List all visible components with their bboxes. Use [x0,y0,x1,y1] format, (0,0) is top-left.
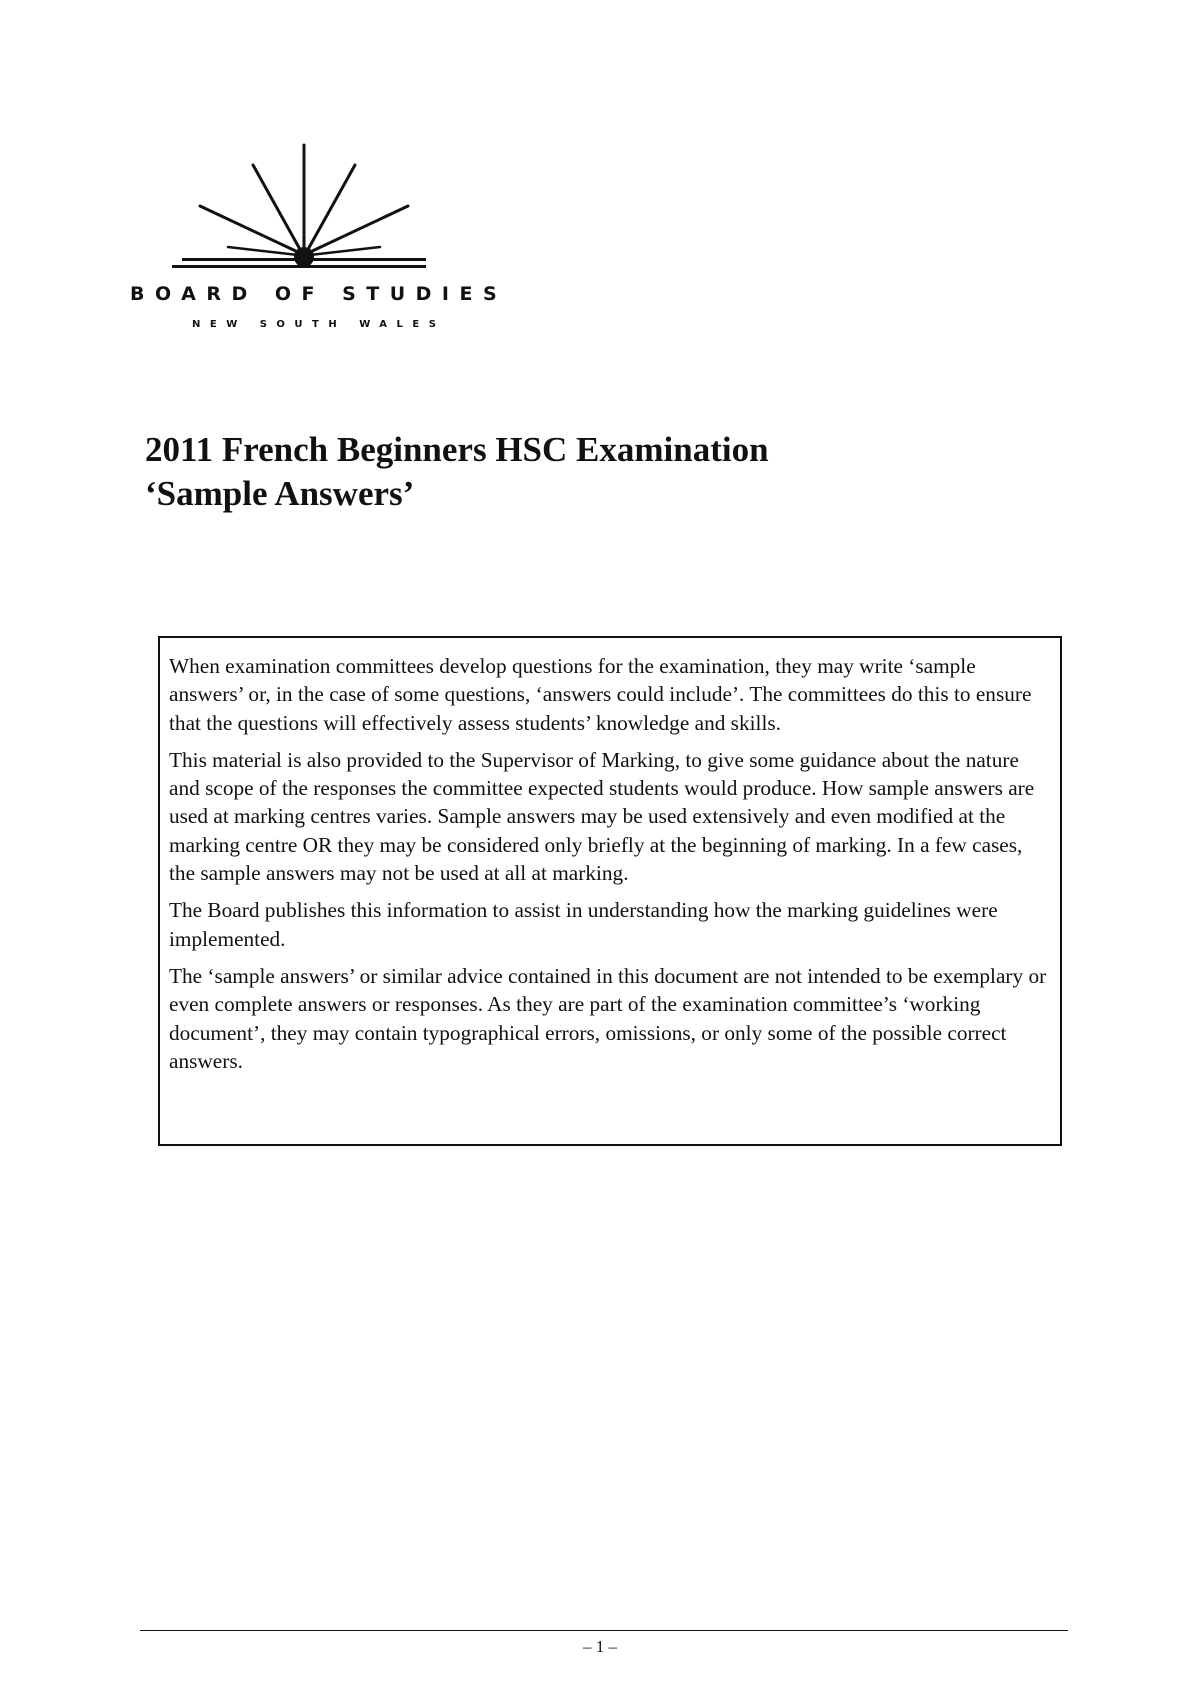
logo-org-name: BOARD OF STUDIES [130,283,508,305]
disclaimer-box [158,636,1062,1146]
disclaimer-paragraph: The Board publishes this information to assist in understanding how the marking guidelines were implemented. [169,898,998,951]
disclaimer-paragraph: When examination committees develop questions for the examination, they may write ‘sample answers’ or, in the case of some questions, ‘answers could include’. The committees do this to ensure that the questions will effectively assess students’ knowledge and skills. [169,654,1032,735]
document-title-line2: ‘Sample Answers’ [145,474,415,513]
footer-divider [140,1630,1068,1631]
logo-org-region: NEW SOUTH WALES [192,319,446,330]
board-of-studies-logo [130,135,508,345]
sunburst-book-icon [170,141,430,273]
disclaimer-paragraph: The ‘sample answers’ or similar advice contained in this document are not intended to be exemplary or even complete answers or responses. As they are part of the examination committee’s ‘working document’, they may contain typographical errors, omissions, or only some of the possible correct answers. [169,963,1047,1073]
document-title-line1: 2011 French Beginners HSC Examination [145,430,769,469]
page-number: – 1 – [583,1637,617,1656]
disclaimer-paragraph: This material is also provided to the Supervisor of Marking, to give some guidance about the nature and scope of the responses the committee expected students would produce. How sample answers are used at marking centres varies. Sample answers may be used extensively and even modified at the marking centre OR they may be considered only briefly at the beginning of marking. In a few cases, the sample answers may not be used at all at marking. [169,747,1035,886]
document-title [145,428,769,516]
